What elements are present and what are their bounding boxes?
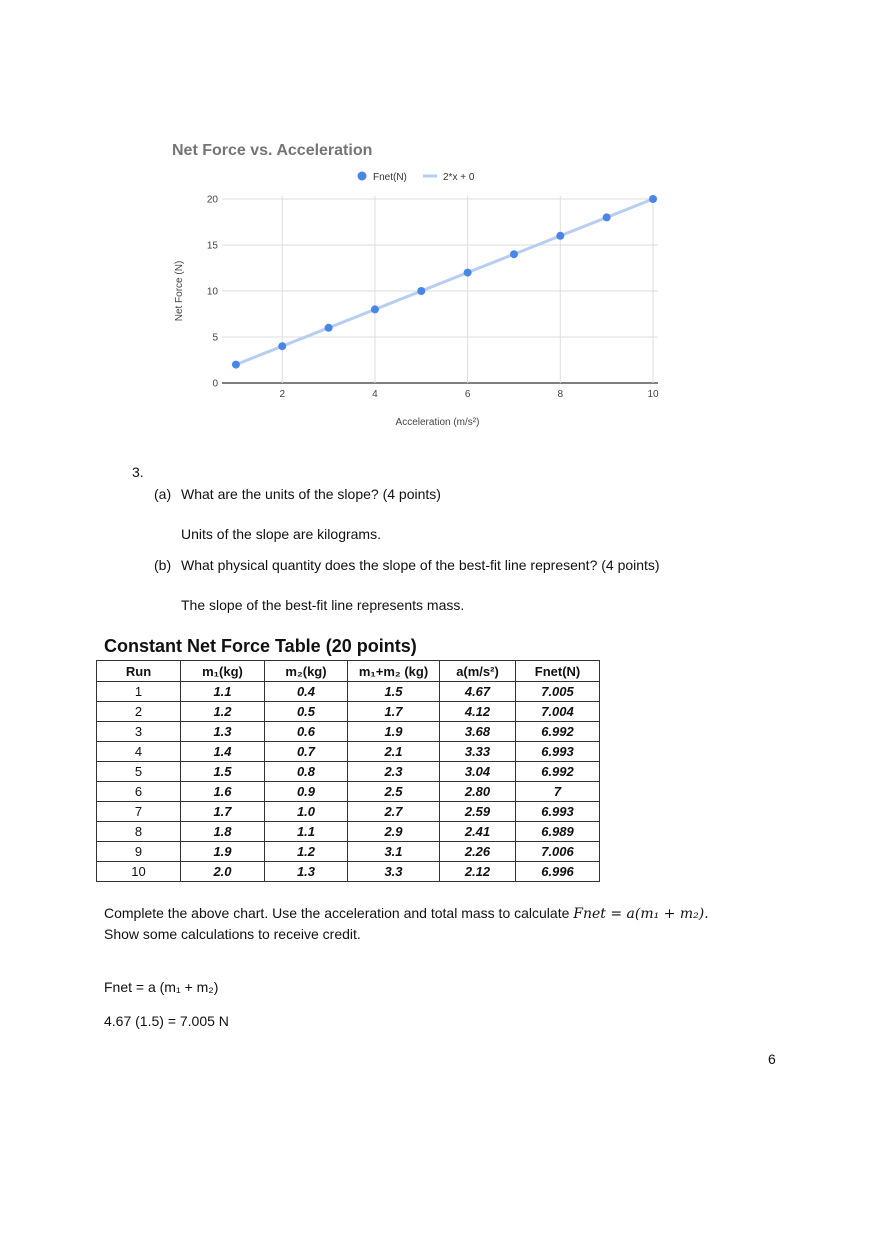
data-point	[371, 305, 379, 313]
data-point	[417, 287, 425, 295]
table-header-row	[97, 661, 600, 682]
value-cell: 2.7	[348, 802, 440, 822]
question-number: 3.	[132, 464, 144, 480]
value-cell: 2.41	[440, 822, 516, 842]
y-axis-label: Net Force (N)	[174, 260, 185, 322]
instructions-text: Complete the above chart. Use the acceleration and total mass to calculate	[104, 905, 570, 921]
value-cell: 1.2	[181, 702, 265, 722]
value-cell: 1.6	[181, 782, 265, 802]
value-cell: 2.3	[348, 762, 440, 782]
instructions-line-2: Show some calculations to receive credit.	[104, 926, 361, 942]
data-point	[556, 232, 564, 240]
header-m1: m₁(kg)	[181, 661, 265, 682]
value-cell: 6.996	[516, 862, 600, 882]
y-tick-label: 15	[206, 240, 218, 252]
value-cell: 1.2	[265, 842, 348, 862]
value-cell: 6.993	[516, 802, 600, 822]
value-cell: 3.1	[348, 842, 440, 862]
data-point	[325, 324, 333, 332]
run-cell: 6	[97, 782, 181, 802]
value-cell: 4.67	[440, 682, 516, 702]
question-b-text: What physical quantity does the slope of the best-fit line represent? (4 points)	[181, 557, 660, 573]
run-cell: 3	[97, 722, 181, 742]
legend-label-fnet: Fnet(N)	[373, 172, 407, 183]
run-cell: 5	[97, 762, 181, 782]
table-row	[97, 782, 600, 802]
value-cell: 7	[516, 782, 600, 802]
question-a-label: (a)	[154, 486, 172, 502]
value-cell: 6.992	[516, 722, 600, 742]
value-cell: 0.9	[265, 782, 348, 802]
header-m2: m₂(kg)	[265, 661, 348, 682]
value-cell: 2.12	[440, 862, 516, 882]
x-tick-label: 4	[372, 389, 378, 400]
table-row	[97, 682, 600, 702]
value-cell: 0.7	[265, 742, 348, 762]
table-row	[97, 822, 600, 842]
value-cell: 1.5	[181, 762, 265, 782]
value-cell: 3.3	[348, 862, 440, 882]
x-tick-label: 6	[464, 389, 471, 400]
value-cell: 2.0	[181, 862, 265, 882]
run-cell: 7	[97, 802, 181, 822]
run-cell: 1	[97, 682, 181, 702]
value-cell: 1.1	[181, 682, 265, 702]
question-b-label: (b)	[154, 557, 172, 573]
value-cell: 1.1	[265, 822, 348, 842]
instructions-formula: Fnet = a(m₁ + m₂).	[573, 906, 709, 922]
y-tick-label: 10	[206, 286, 218, 298]
table-title: Constant Net Force Table (20 points)	[104, 636, 417, 656]
chart-title: Net Force vs. Acceleration	[172, 142, 373, 159]
value-cell: 7.006	[516, 842, 600, 862]
run-cell: 2	[97, 702, 181, 722]
y-tick-label: 5	[212, 332, 218, 344]
data-point	[464, 269, 472, 277]
question-a-text: What are the units of the slope? (4 points)	[181, 486, 441, 502]
value-cell: 6.989	[516, 822, 600, 842]
value-cell: 0.8	[265, 762, 348, 782]
value-cell: 1.3	[181, 722, 265, 742]
data-point	[603, 213, 611, 221]
question-b-answer: The slope of the best-fit line represents mass.	[181, 597, 465, 613]
run-cell: 4	[97, 742, 181, 762]
value-cell: 1.0	[265, 802, 348, 822]
value-cell: 0.6	[265, 722, 348, 742]
question-a-answer: Units of the slope are kilograms.	[181, 526, 381, 542]
value-cell: 1.3	[265, 862, 348, 882]
x-tick-label: 8	[557, 389, 564, 400]
table-row	[97, 742, 600, 762]
header-acceleration: a(m/s²)	[440, 661, 516, 682]
trendline	[236, 199, 653, 365]
value-cell: 2.5	[348, 782, 440, 802]
header-run: Run	[97, 661, 181, 682]
data-point	[510, 250, 518, 258]
work-formula: Fnet = a (m₁ + m₂)	[104, 979, 219, 995]
value-cell: 2.1	[348, 742, 440, 762]
run-cell: 10	[97, 862, 181, 882]
table-row	[97, 702, 600, 722]
value-cell: 1.8	[181, 822, 265, 842]
legend-label-trendline: 2*x + 0	[443, 172, 475, 183]
value-cell: 0.5	[265, 702, 348, 722]
page-number: 6	[768, 1051, 776, 1067]
data-point	[232, 361, 240, 369]
header-fnet-text: Fnet(N)	[534, 663, 581, 679]
value-cell: 7.004	[516, 702, 600, 722]
value-cell: 6.992	[516, 762, 600, 782]
value-cell: 3.33	[440, 742, 516, 762]
value-cell: 1.9	[348, 722, 440, 742]
x-axis-label: Acceleration (m/s²)	[395, 417, 480, 428]
value-cell: 2.26	[440, 842, 516, 862]
value-cell: 2.80	[440, 782, 516, 802]
table-row	[97, 722, 600, 742]
value-cell: 2.9	[348, 822, 440, 842]
x-tick-label: 10	[647, 389, 659, 400]
value-cell: 0.4	[265, 682, 348, 702]
value-cell: 1.7	[181, 802, 265, 822]
value-cell: 3.04	[440, 762, 516, 782]
table-row	[97, 762, 600, 782]
table-row	[97, 862, 600, 882]
data-point	[278, 342, 286, 350]
value-cell: 2.59	[440, 802, 516, 822]
value-cell: 1.7	[348, 702, 440, 722]
y-tick-label: 20	[206, 194, 218, 206]
value-cell: 1.9	[181, 842, 265, 862]
value-cell: 3.68	[440, 722, 516, 742]
work-calculation: 4.67 (1.5) = 7.005 N	[104, 1013, 229, 1029]
run-cell: 8	[97, 822, 181, 842]
legend-marker-fnet	[358, 172, 367, 181]
table-row	[97, 842, 600, 862]
value-cell: 1.5	[348, 682, 440, 702]
net-force-chart	[160, 128, 680, 438]
x-tick-label: 2	[279, 389, 286, 400]
value-cell: 7.005	[516, 682, 600, 702]
y-tick-label: 0	[212, 378, 218, 390]
value-cell: 1.4	[181, 742, 265, 762]
table-row	[97, 802, 600, 822]
header-total-mass: m₁+m₂ (kg)	[348, 661, 440, 682]
run-cell: 9	[97, 842, 181, 862]
constant-net-force-table	[96, 660, 600, 882]
instructions-line-1	[104, 905, 709, 922]
value-cell: 4.12	[440, 702, 516, 722]
value-cell: 6.993	[516, 742, 600, 762]
header-fnet	[516, 661, 600, 682]
data-point	[649, 195, 657, 203]
